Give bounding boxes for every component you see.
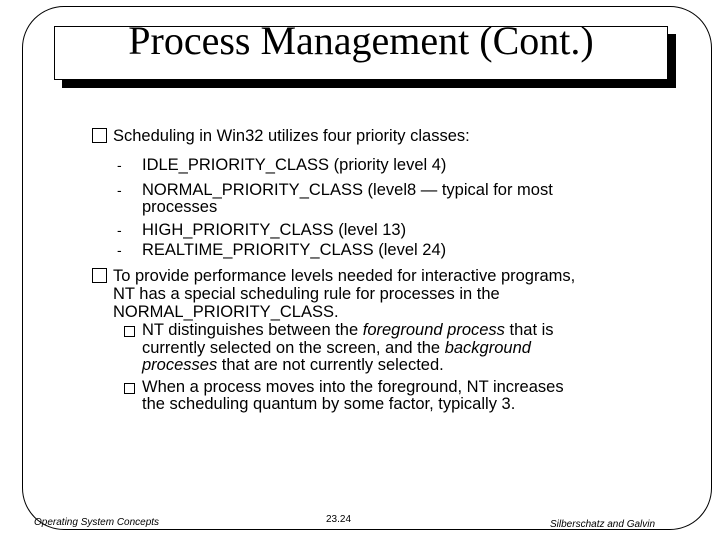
dash-bullet-icon: - [117, 222, 122, 238]
sub-bullet-normal: NORMAL_PRIORITY_CLASS (level8 — typical for most [142, 181, 553, 199]
text-span: currently selected on the screen, and the [142, 339, 445, 357]
slide-title: Process Management (Cont.) [128, 18, 594, 63]
dash-bullet-icon: - [117, 242, 122, 258]
sub-bullet-idle: IDLE_PRIORITY_CLASS (priority level 4) [142, 156, 447, 174]
sub-bullet-2a-line-2 [142, 340, 531, 357]
emphasis-text: foreground process [362, 321, 505, 339]
bullet-1-text: Scheduling in Win32 utilizes four priority classes: [113, 127, 470, 145]
text-span: that are not currently selected. [217, 356, 444, 374]
text-span: that is [504, 321, 554, 339]
dash-bullet-icon: - [117, 182, 122, 198]
small-square-bullet-icon [124, 383, 135, 394]
bullet-2-line-3: NORMAL_PRIORITY_CLASS. [113, 303, 339, 321]
sub-bullet-2a-line-1 [142, 322, 554, 339]
sub-bullet-2a-line-3 [142, 357, 444, 374]
text-span: NT distinguishes between the [142, 321, 363, 339]
sub-bullet-high: HIGH_PRIORITY_CLASS (level 13) [142, 221, 407, 239]
emphasis-text: processes [142, 356, 218, 374]
sub-bullet-2b-line-2: the scheduling quantum by some factor, typically 3. [142, 395, 516, 413]
footer-page-number: 23.24 [326, 514, 352, 525]
emphasis-text: background [444, 339, 531, 357]
small-square-bullet-icon [124, 326, 135, 337]
sub-bullet-normal-cont: processes [142, 198, 218, 216]
footer-authors: Silberschatz and Galvin [550, 519, 656, 530]
footer-book-title: Operating System Concepts [34, 517, 160, 528]
sub-bullet-realtime: REALTIME_PRIORITY_CLASS (level 24) [142, 241, 447, 259]
square-bullet-icon [92, 128, 107, 143]
bullet-2-line-2: NT has a special scheduling rule for processes in the [113, 285, 500, 303]
title-box [54, 18, 668, 80]
sub-bullet-2b-line-1: When a process moves into the foreground, NT increases [142, 378, 564, 396]
bullet-2-line-1: To provide performance levels needed for interactive programs, [113, 267, 576, 285]
square-bullet-icon [92, 268, 107, 283]
dash-bullet-icon: - [117, 157, 122, 173]
